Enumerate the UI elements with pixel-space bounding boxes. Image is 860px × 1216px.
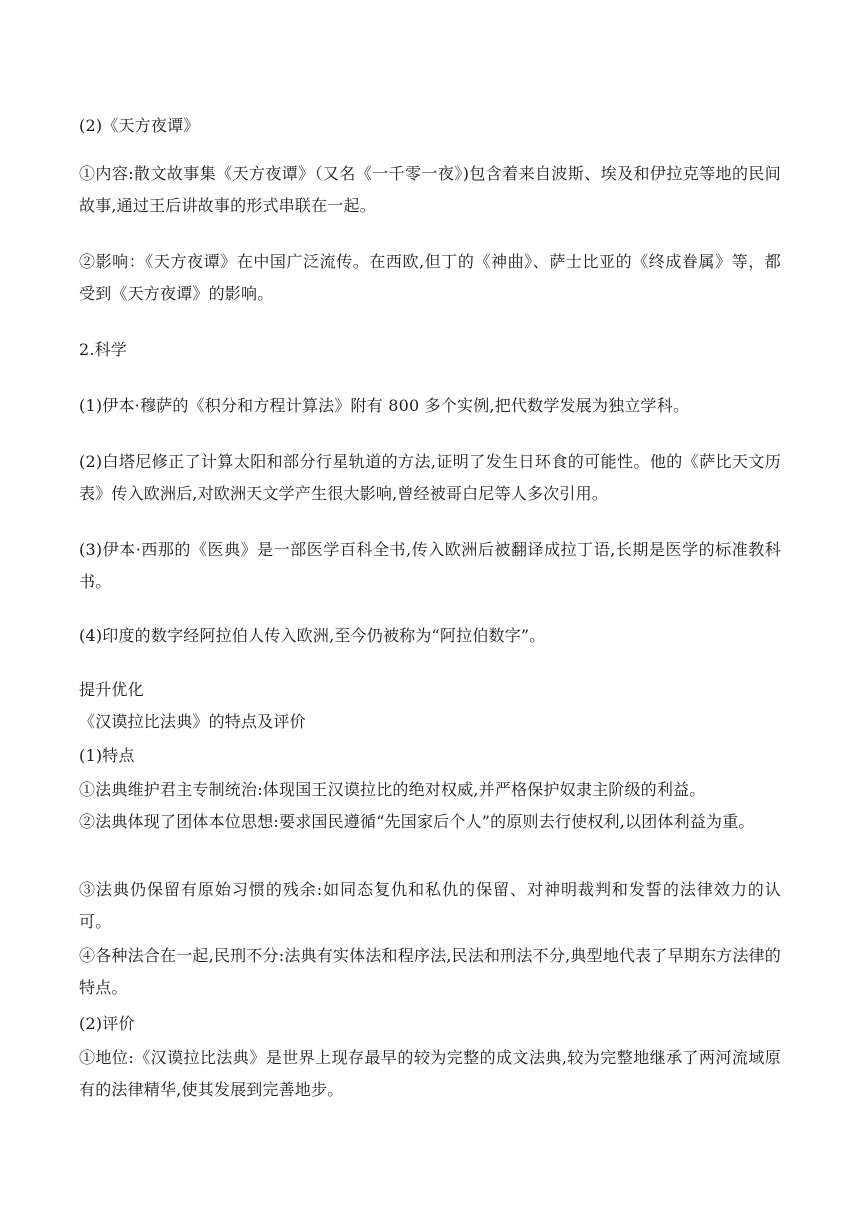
feature-item-3: ③法典仍保留有原始习惯的残余:如同态复仇和私仇的保留、对神明裁判和发誓的法律效力的认可。 bbox=[79, 880, 781, 931]
science-item-1: (1)伊本·穆萨的《积分和方程计算法》附有 800 多个实例,把代数学发展为独立学科。 bbox=[79, 396, 690, 415]
code-of-hammurabi-subheading: 《汉谟拉比法典》的特点及评价 bbox=[79, 712, 306, 731]
science-item-3: (3)伊本·西那的《医典》是一部医学百科全书,传入欧洲后被翻译成拉丁语,长期是医学的标准教科书。 bbox=[79, 540, 781, 591]
features-heading: (1)特点 bbox=[79, 746, 135, 765]
feature-item-1: ①法典维护君主专制统治:体现国王汉谟拉比的绝对权威,并严格保护奴隶主阶级的利益。 bbox=[79, 780, 706, 799]
arabian-nights-influence: ②影响：《天方夜谭》在中国广泛流传。在西欧,但丁的《神曲》、萨士比亚的《终成眷属》等，都受到《天方夜谭》的影响。 bbox=[79, 252, 781, 303]
feature-item-4: ④各种法合在一起,民刑不分:法典有实体法和程序法,民法和刑法不分,典型地代表了早期东方法律的特点。 bbox=[79, 946, 781, 997]
feature-item-2: ②法典体现了团体本位思想:要求国民遵循“先国家后个人”的原则去行使权利,以团体利益为重。 bbox=[79, 812, 755, 831]
section-heading-arabian-nights: (2)《天方夜谭》 bbox=[79, 116, 200, 135]
evaluation-heading: (2)评价 bbox=[79, 1014, 135, 1033]
section-heading-science: 2.科学 bbox=[79, 340, 128, 359]
section-heading-improvement: 提升优化 bbox=[79, 680, 144, 699]
science-item-2: (2)白塔尼修正了计算太阳和部分行星轨道的方法,证明了发生日环食的可能性。他的《萨比天文历表》传入欧洲后,对欧洲天文学产生很大影响,曾经被哥白尼等人多次引用。 bbox=[79, 452, 781, 503]
evaluation-item-1: ①地位:《汉谟拉比法典》是世界上现存最早的较为完整的成文法典,较为完整地继承了两河流域原有的法律精华,使其发展到完善地步。 bbox=[79, 1048, 781, 1099]
arabian-nights-content: ①内容:散文故事集《天方夜谭》（又名《一千零一夜》)包含着来自波斯、埃及和伊拉克等地的民间故事,通过王后讲故事的形式串联在一起。 bbox=[79, 164, 781, 215]
science-item-4: (4)印度的数字经阿拉伯人传入欧洲,至今仍被称为“阿拉伯数字”。 bbox=[79, 626, 546, 645]
